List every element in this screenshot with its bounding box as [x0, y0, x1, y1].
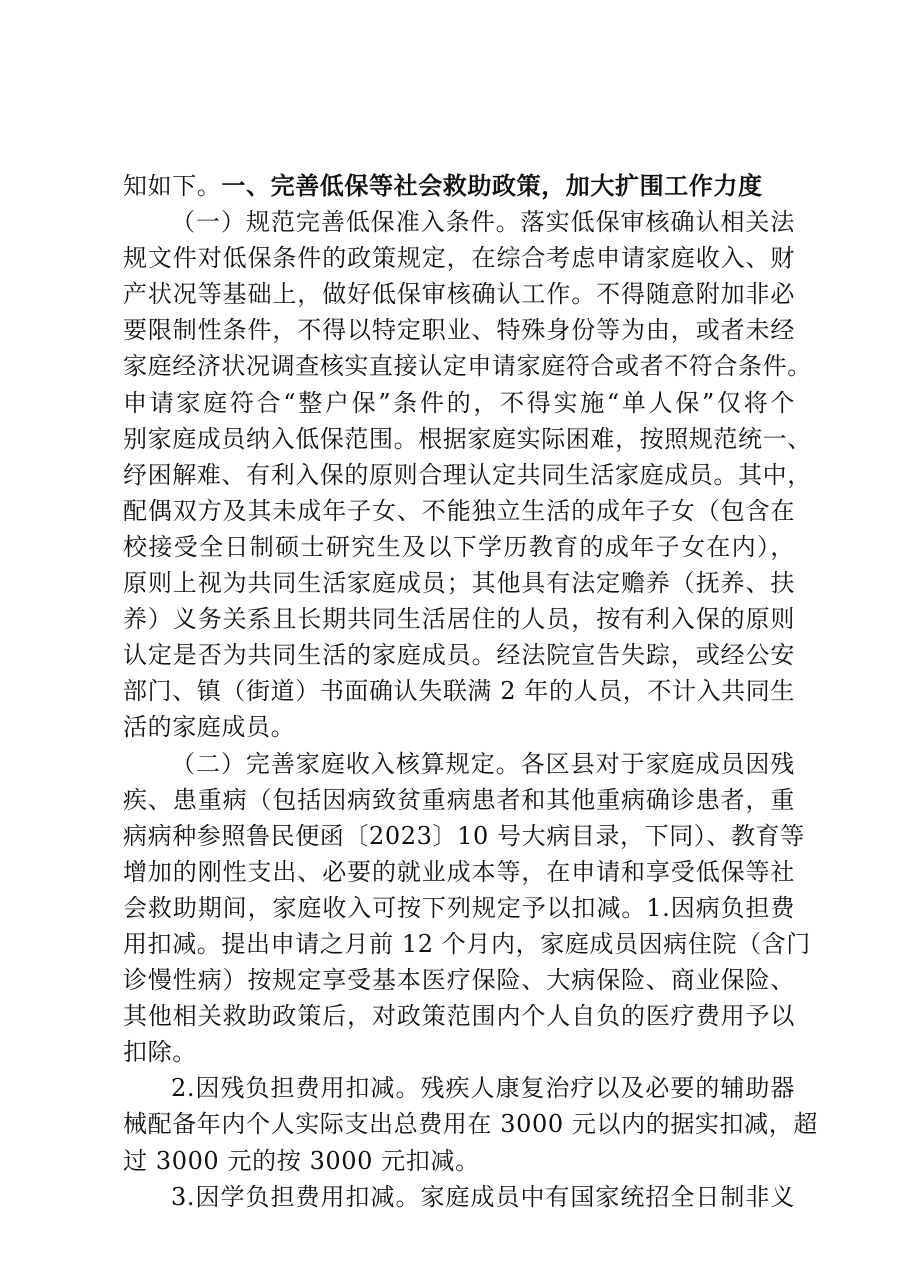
paragraph-4-line-1: 3.因学负担费用扣减。家庭成员中有国家统招全日制非义 [171, 1182, 795, 1211]
paragraph-3-line-2: 械配备年内个人实际支出总费用在 3000 元以内的据实扣减，超 [123, 1110, 818, 1139]
paragraph-3-line-3: 过 3000 元的按 3000 元扣减。 [123, 1146, 480, 1175]
paragraph-2-line-7: 诊慢性病）按规定享受基本医疗保险、大病保险、商业保险、 [123, 966, 795, 995]
document-body [123, 168, 818, 1215]
paragraph-1-line-11: 原则上视为共同生活家庭成员；其他具有法定赡养（抚养、扶 [123, 569, 795, 598]
paragraph-1-line-15: 活的家庭成员。 [123, 713, 296, 742]
paragraph-1-line-6: 申请家庭符合“整户保”条件的，不得实施“单人保”仅将个 [123, 388, 795, 417]
text-line-1 [123, 168, 795, 204]
paragraph-1-line-14: 部门、镇（街道）书面确认失联满 2 年的人员，不计入共同生 [123, 677, 795, 706]
paragraph-2-line-6: 用扣减。提出申请之月前 12 个月内，家庭成员因病住院（含门 [123, 929, 811, 958]
section-heading: 一、完善低保等社会救助政策，加大扩围工作力度 [221, 171, 763, 200]
paragraph-1-line-13: 认定是否为共同生活的家庭成员。经法院宣告失踪，或经公安 [123, 641, 795, 670]
paragraph-2-line-4: 增加的刚性支出、必要的就业成本等，在申请和享受低保等社 [123, 857, 795, 886]
paragraph-1-line-5: 家庭经济状况调查核实直接认定申请家庭符合或者不符合条件。 [123, 352, 812, 381]
paragraph-1-line-10: 校接受全日制硕士研究生及以下学历教育的成年子女在内）， [123, 532, 795, 561]
paragraph-2-line-2: 疾、患重病（包括因病致贫重病患者和其他重病确诊患者，重 [123, 785, 795, 814]
paragraph-1-line-7: 别家庭成员纳入低保范围。根据家庭实际困难，按照规范统一、 [123, 424, 812, 453]
paragraph-1-line-1: （一）规范完善低保准入条件。落实低保审核确认相关法 [171, 208, 795, 237]
paragraph-2-line-5: 会救助期间，家庭收入可按下列规定予以扣减。1.因病负担费 [123, 893, 795, 922]
paragraph-2-line-9: 扣除。 [123, 1038, 197, 1067]
paragraph-3-line-1: 2.因残负担费用扣减。残疾人康复治疗以及必要的辅助器 [171, 1074, 795, 1103]
paragraph-2-line-1: （二）完善家庭收入核算规定。各区县对于家庭成员因残 [171, 749, 795, 778]
paragraph-1-line-4: 要限制性条件，不得以特定职业、特殊身份等为由，或者未经 [123, 316, 795, 345]
paragraph-1-line-9: 配偶双方及其未成年子女、不能独立生活的成年子女（包含在 [123, 496, 795, 525]
paragraph-2-line-8: 其他相关救助政策后，对政策范围内个人自负的医疗费用予以 [123, 1002, 795, 1031]
text-line-1-prefix: 知如下。 [123, 172, 222, 200]
paragraph-1-line-12: 养）义务关系且长期共同生活居住的人员，按有利入保的原则 [123, 605, 795, 634]
paragraph-1-line-2: 规文件对低保条件的政策规定，在综合考虑申请家庭收入、财 [123, 244, 795, 273]
paragraph-1-line-8: 纾困解难、有利入保的原则合理认定共同生活家庭成员。其中， [123, 460, 812, 489]
paragraph-1-line-3: 产状况等基础上，做好低保审核确认工作。不得随意附加非必 [123, 280, 795, 309]
paragraph-2-line-3: 病病种参照鲁民便函〔2023〕10 号大病目录，下同）、教育等 [123, 821, 805, 850]
